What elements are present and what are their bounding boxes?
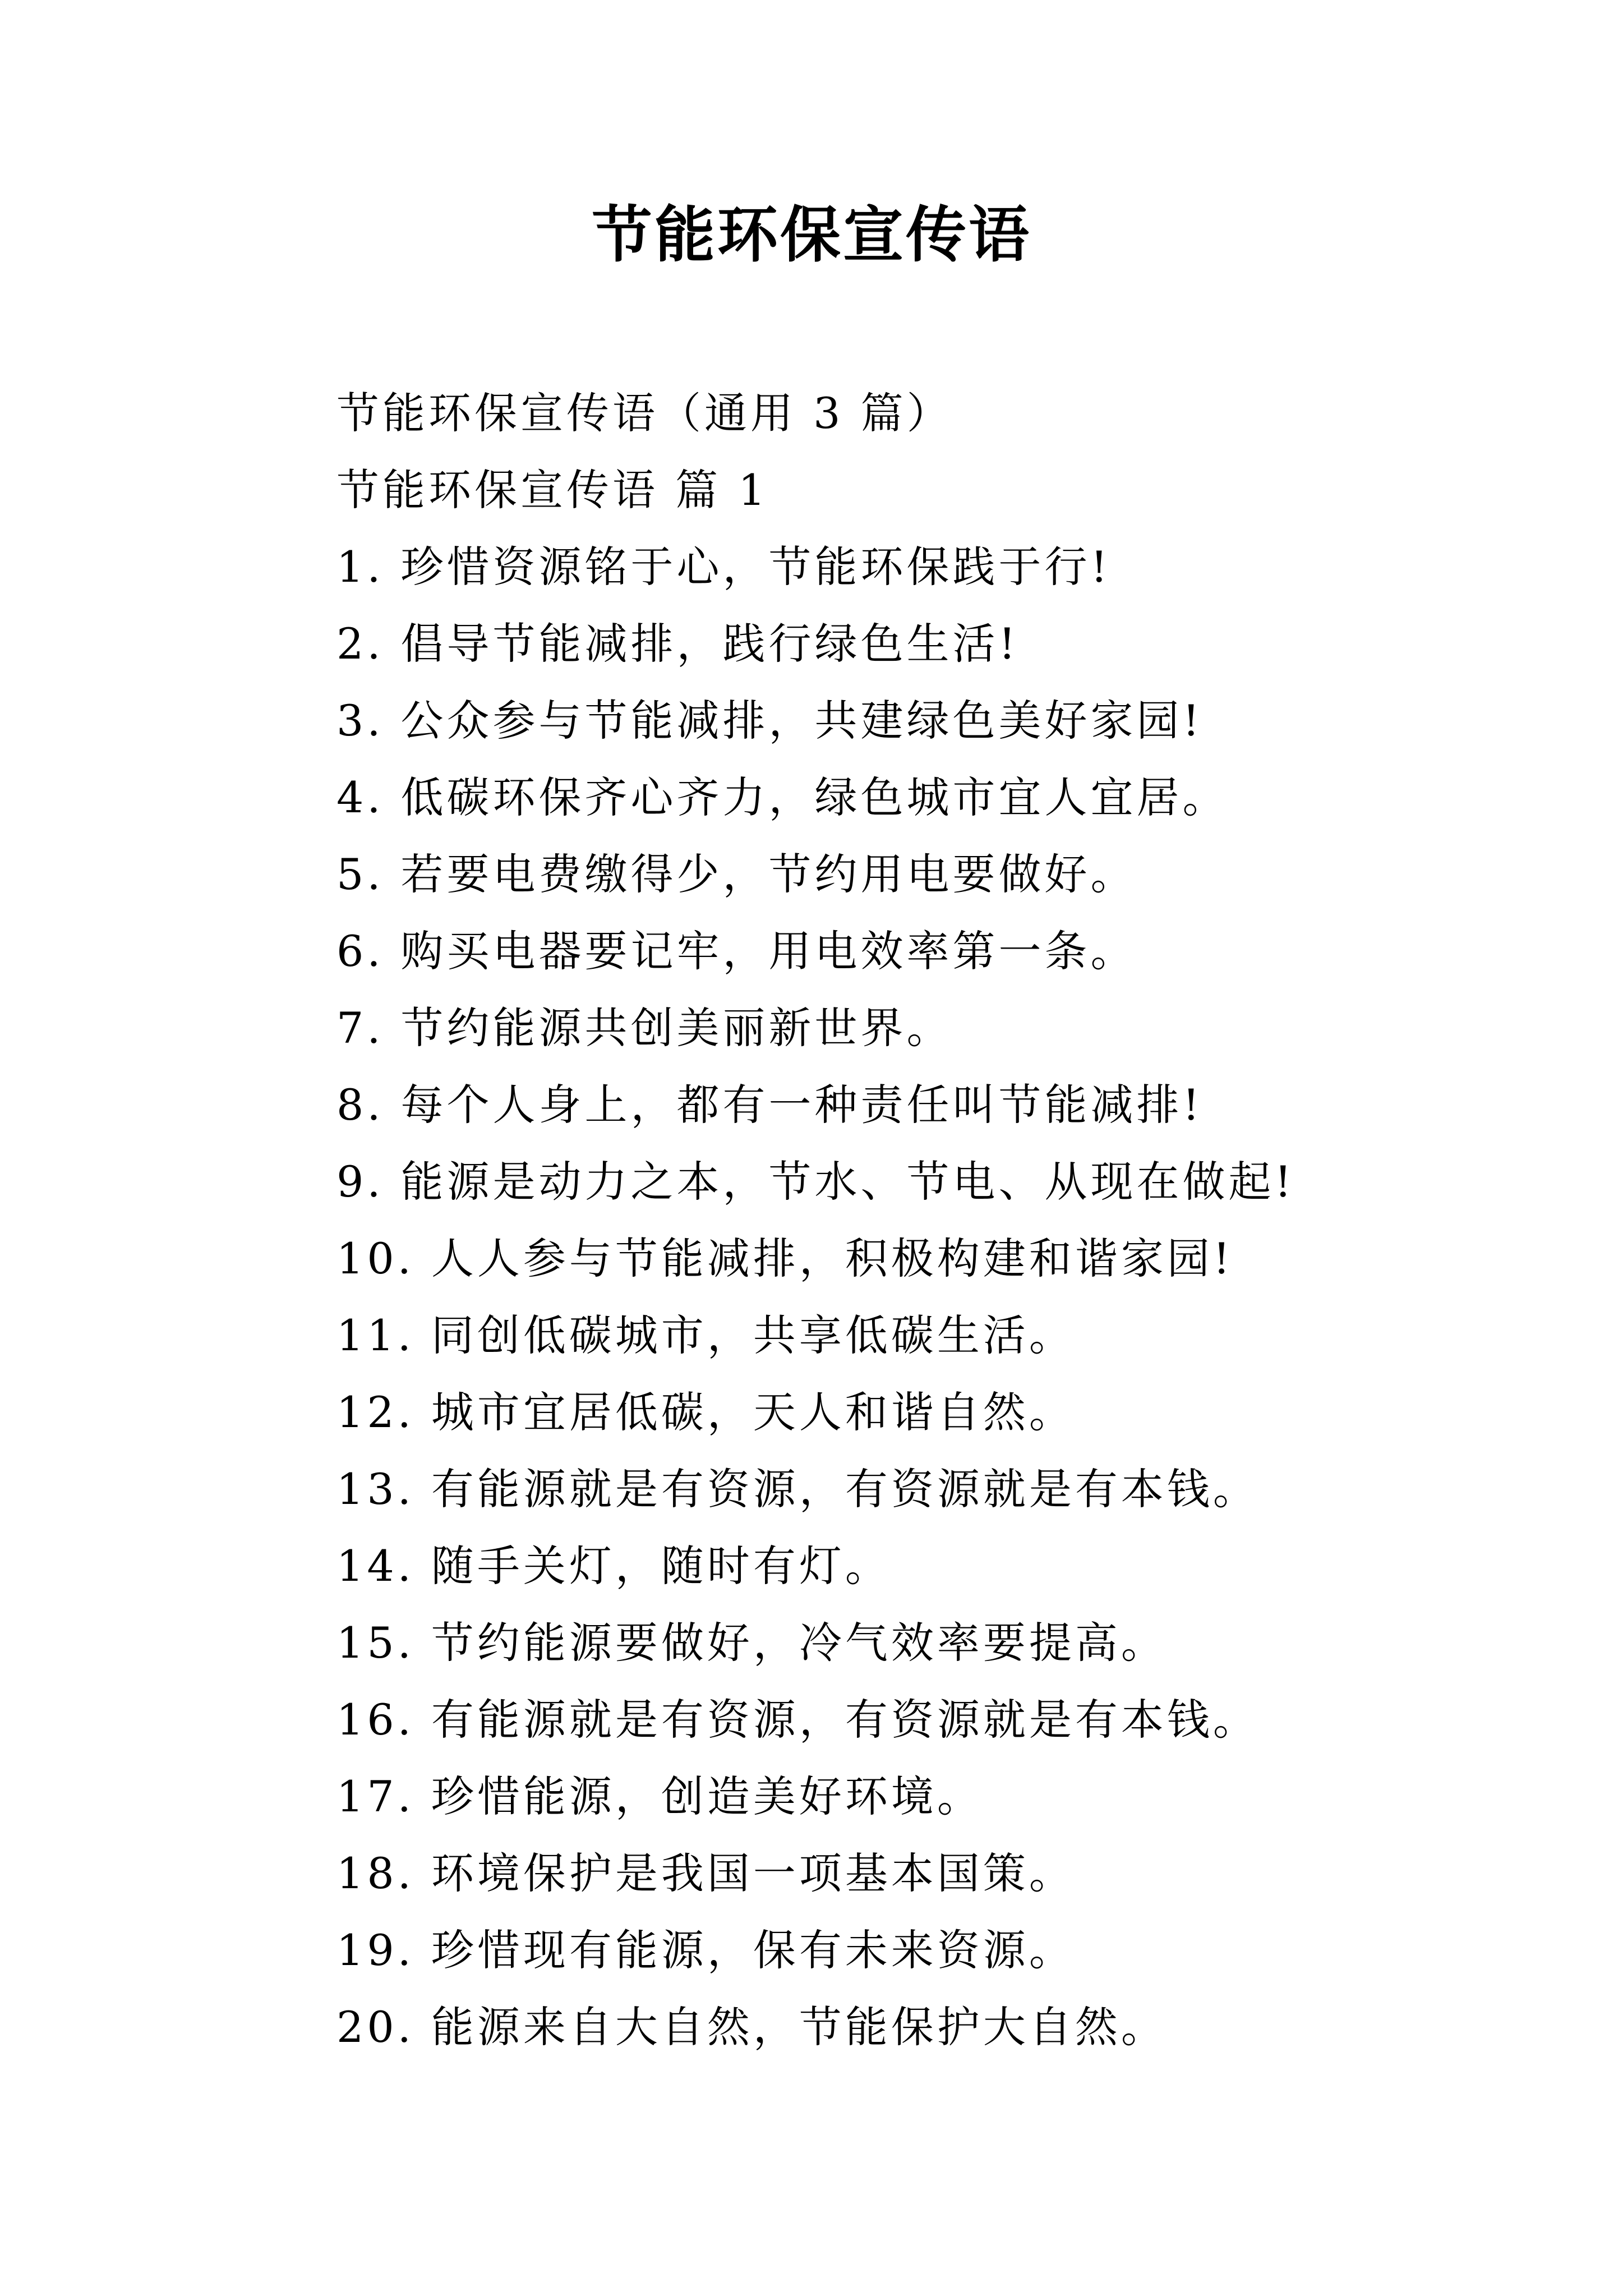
list-item — [336, 1758, 1458, 1835]
list-item-text: 倡导节能减排，践行绿色生活! — [400, 619, 1020, 669]
list-item-number: 11. — [336, 1310, 414, 1360]
list-item-number: 10. — [336, 1234, 414, 1283]
list-item-number: 12. — [336, 1387, 414, 1437]
list-item — [336, 1604, 1458, 1681]
list-item-number: 1. — [336, 542, 384, 592]
list-item — [336, 1681, 1458, 1758]
list-item-text: 能源来自大自然，节能保护大自然。 — [431, 2002, 1167, 2052]
list-item-number: 20. — [336, 2002, 414, 2052]
list-item — [336, 836, 1458, 913]
list-item — [336, 990, 1458, 1066]
list-item-text: 城市宜居低碳，天人和谐自然。 — [431, 1387, 1075, 1437]
list-item — [336, 1451, 1458, 1527]
list-item — [336, 528, 1458, 605]
list-item-number: 8. — [336, 1080, 384, 1130]
list-item-number: 5. — [336, 849, 384, 899]
document-subtitle: 节能环保宣传语（通用 3 篇） — [336, 388, 953, 438]
list-item-number: 19. — [336, 1925, 414, 1975]
list-item-text: 公众参与节能减排，共建绿色美好家园! — [400, 696, 1204, 746]
list-item — [336, 913, 1458, 990]
list-item-text: 珍惜现有能源，保有未来资源。 — [431, 1925, 1075, 1975]
document-title: 节能环保宣传语 — [591, 200, 1031, 270]
list-item-number: 15. — [336, 1618, 414, 1668]
list-item-number: 16. — [336, 1695, 414, 1745]
list-item-number: 3. — [336, 696, 384, 746]
list-item-text: 每个人身上，都有一种责任叫节能减排! — [400, 1080, 1204, 1130]
list-item — [336, 1912, 1458, 1989]
list-item-number: 18. — [336, 1848, 414, 1898]
list-item-text: 同创低碳城市，共享低碳生活。 — [431, 1310, 1075, 1360]
list-item — [336, 1297, 1458, 1374]
list-item-number: 17. — [336, 1772, 414, 1821]
list-item — [336, 1835, 1458, 1912]
list-item-number: 9. — [336, 1157, 384, 1207]
list-item-text: 人人参与节能减排，积极构建和谐家园! — [431, 1234, 1234, 1283]
list-item — [336, 1066, 1458, 1143]
list-item-number: 14. — [336, 1541, 414, 1591]
list-item-text: 若要电费缴得少，节约用电要做好。 — [400, 849, 1137, 899]
list-item — [336, 1374, 1458, 1451]
list-item-number: 4. — [336, 772, 384, 822]
list-item-text: 节约能源共创美丽新世界。 — [400, 1003, 953, 1053]
list-item-text: 低碳环保齐心齐力，绿色城市宜人宜居。 — [400, 772, 1229, 822]
list-item — [336, 605, 1458, 682]
section-heading: 节能环保宣传语 篇 1 — [336, 465, 769, 515]
list-item-text: 节约能源要做好，冷气效率要提高。 — [431, 1618, 1167, 1668]
list-item-text: 有能源就是有资源，有资源就是有本钱。 — [431, 1464, 1259, 1514]
slogan-list — [336, 528, 1458, 2065]
list-item — [336, 759, 1458, 836]
list-item-number: 2. — [336, 619, 384, 669]
list-item-number: 7. — [336, 1003, 384, 1053]
list-item — [336, 1143, 1458, 1220]
list-item-text: 能源是动力之本，节水、节电、从现在做起! — [400, 1157, 1295, 1207]
list-item-number: 6. — [336, 926, 384, 976]
list-item — [336, 1527, 1458, 1604]
list-item — [336, 1220, 1458, 1297]
list-item-text: 环境保护是我国一项基本国策。 — [431, 1848, 1075, 1898]
document-body — [336, 375, 1458, 2065]
list-item-text: 随手关灯，随时有灯。 — [431, 1541, 891, 1591]
list-item-text: 珍惜能源，创造美好环境。 — [431, 1772, 983, 1821]
list-item — [336, 1989, 1458, 2065]
list-item-text: 有能源就是有资源，有资源就是有本钱。 — [431, 1695, 1259, 1745]
list-item-text: 珍惜资源铭于心，节能环保践于行! — [400, 542, 1112, 592]
list-item-text: 购买电器要记牢，用电效率第一条。 — [400, 926, 1137, 976]
list-item — [336, 682, 1458, 759]
list-item-number: 13. — [336, 1464, 414, 1514]
